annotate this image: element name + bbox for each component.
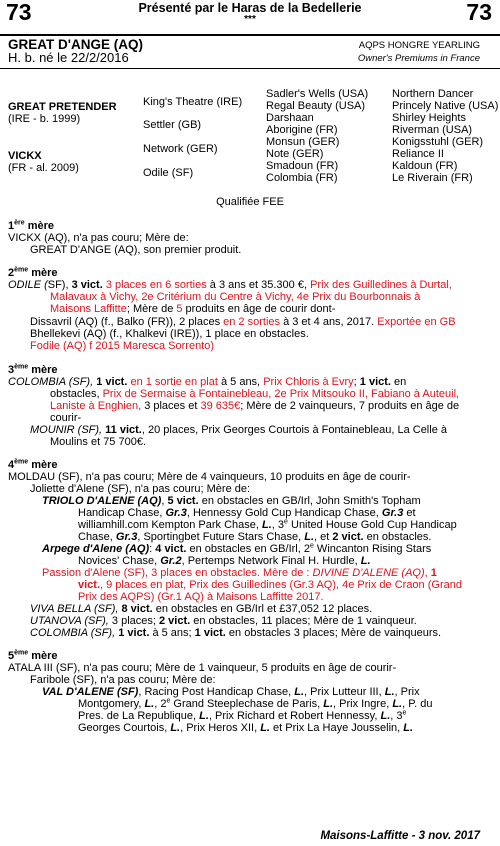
gen3-cell: Colombia (FR) [266,172,338,184]
section5-line: Montgomery, L., 2e Grand Steeplechase de Paris, L., Prix Ingre, L., P. du [78,697,433,710]
section4-line: Joliette d'Alene (SF), n'a pas couru; Mère de: [30,483,251,495]
section5-line: Faribole (SF), n'a pas couru; Mère de: [30,674,216,686]
dam-name: VICKX [8,150,42,162]
section-title-1: 1ère mère [8,219,54,232]
section3-line: obstacles, Prix de Sermaise à Fontainebleau, 2e Prix Mitsouko II, Fabiano à Auteuil, [50,388,460,400]
section4-line: Prix des AQPS) (Gr.1 AQ) à Maisons Laffitte 2017. [78,591,324,603]
section5-line: Pres. de La Republique, L., Prix Richard et Robert Hennessy, L., 3e [78,709,407,722]
gen3-cell: Darshaan [266,112,314,124]
section4-line: VIVA BELLA (SF), 8 vict. en obstacles en GB/Irl et £37,052 12 places. [30,603,373,615]
section5-line: VAL D'ALENE (SF), Racing Post Handicap Chase, L., Prix Lutteur III, L., Prix [42,686,420,698]
gen3-cell: Monsun (GER) [266,136,340,148]
section2-line: ODILE (SF), 3 vict. 3 places en 6 sorties à 3 ans et 35.300 €, Prix des Guilledines à Durtal, [8,279,452,291]
gen2-cell: Odile (SF) [143,167,194,179]
section-title-3: 3ème mère [8,363,58,376]
sire-name: GREAT PRETENDER [8,101,117,113]
section3-line: courir- [50,412,82,424]
gen4-cell: Kaldoun (FR) [392,160,458,172]
section4-line: TRIOLO D'ALENE (AQ), 5 vict. en obstacles en GB/Irl, John Smith's Topham [42,495,421,507]
gen4-cell: Riverman (USA) [392,124,473,136]
section3-line: Laniste à Enghien, 3 places et 39 635€; Mère de 2 vainqueurs, 7 produits en âge de [50,400,460,412]
premium: Owner's Premiums in France [357,53,480,64]
section4-line: Arpege d'Alene (AQ): 4 vict. en obstacles en GB/Irl, 2e Wincanton Rising Stars [42,542,432,555]
section4-line: Novices' Chase, Gr.2, Pertemps Network Final H. Hurdle, L. [78,555,371,567]
section4-line: MOLDAU (SF), n'a pas couru; Mère de 4 vainqueurs, 10 produits en âge de courir- [8,471,411,483]
section-title-5: 5ème mère [8,649,58,662]
gen4-cell: Princely Native (USA) [392,100,499,112]
section1-line: VICKX (AQ), n'a pas couru; Mère de: [8,232,189,244]
section4-line: Passion d'Alene (SF), 3 places en obstacles. Mère de : DIVINE D'ALENE (AQ), 1 [42,567,437,579]
section3-line: Moulins et 75 700€. [50,436,147,448]
gen4-cell: Northern Dancer [392,88,474,100]
gen3-cell: Sadler's Wells (USA) [266,88,369,100]
section4-line: UTANOVA (SF), 3 places; 2 vict. en obstacles, 11 places; Mère de 1 vainqueur. [30,615,417,627]
lot-number-right: 73 [466,0,492,25]
section2-line: Malavaux à Vichy, 2e Critérium du Centre à Vichy, 4e Prix du Bourbonnais à [50,291,421,303]
section5-line: ATALA III (SF), n'a pas couru; Mère de 1 vainqueur, 5 produits en âge de courir- [8,662,397,674]
gen4-cell: Reliance II [392,148,444,160]
gen3-cell: Regal Beauty (USA) [266,100,366,112]
horse-details: H. b. né le 22/2/2016 [8,50,129,65]
section-title-2: 2ème mère [8,266,58,279]
category: AQPS HONGRE YEARLING [358,40,480,51]
gen2-cell: Network (GER) [143,143,218,155]
section2-line: Bhellekevi (AQ) (f., Khalkevi (IRE)), 1 place en obstacles. [30,328,309,340]
gen2-cell: Settler (GB) [143,119,202,131]
horse-name: GREAT D'ANGE (AQ) [8,37,143,52]
section4-line: williamhill.com Kempton Park Chase, L., 3e United House Gold Cup Handicap [78,518,457,531]
section4-line: Handicap Chase, Gr.3, Hennessy Gold Cup Handicap Chase, Gr.3 et [78,507,416,519]
gen2-cell: King's Theatre (IRE) [143,96,243,108]
section2-line: Dissavril (AQ) (f., Balko (FR)), 2 places en 2 sorties à 3 et 4 ans, 2017. Exportée en GB [30,316,456,328]
section4-line: Chase, Gr.3, Sportingbet Future Stars Chase, L., et 2 vict. en obstacles. [78,531,432,543]
section3-line: COLOMBIA (SF), 1 vict. en 1 sortie en plat à 5 ans, Prix Chloris à Evry; 1 vict. en [8,376,407,388]
gen3-cell: Smadoun (FR) [266,160,339,172]
section5-line: Georges Courtois, L., Prix Heros XII, L. et Prix La Haye Jousselin, L. [78,722,414,734]
section4-line: vict., 9 places en plat, Prix des Guilledines (Gr.3 AQ), 4e Prix de Craon (Grand [78,579,462,591]
presented-by: Présenté par le Haras de la Bedellerie [138,1,362,15]
section1-line: GREAT D'ANGE (AQ), son premier produit. [30,244,242,256]
gen4-cell: Konigsstuhl (GER) [392,136,484,148]
header-rule-bottom [0,68,500,69]
section2-line: Maisons Laffitte; Mère de 5 produits en âge de courir dont- [50,303,336,315]
header-rule-top [0,34,500,36]
section4-line: COLOMBIA (SF), 1 vict. à 5 ans; 1 vict. en obstacles 3 places; Mère de vainqueurs. [30,627,442,639]
gen3-cell: Note (GER) [266,148,324,160]
section-title-4: 4ème mère [8,458,58,471]
dam-details: (FR - al. 2009) [8,162,79,174]
gen4-cell: Le Riverain (FR) [392,172,473,184]
section2-line: Fodile (AQ) f 2015 Maresca Sorrento) [30,340,215,352]
qualification: Qualifiée FEE [216,196,284,208]
stars: *** [244,14,256,25]
gen4-cell: Shirley Heights [392,112,466,124]
lot-number-left: 73 [6,0,32,25]
sire-details: (IRE - b. 1999) [8,113,81,125]
sale-footer: Maisons-Laffitte - 3 nov. 2017 [320,830,480,842]
section3-line: MOUNIR (SF), 11 vict., 20 places, Prix Georges Courtois à Fontainebleau, La Celle à [30,424,447,436]
gen3-cell: Aborigine (FR) [266,124,338,136]
